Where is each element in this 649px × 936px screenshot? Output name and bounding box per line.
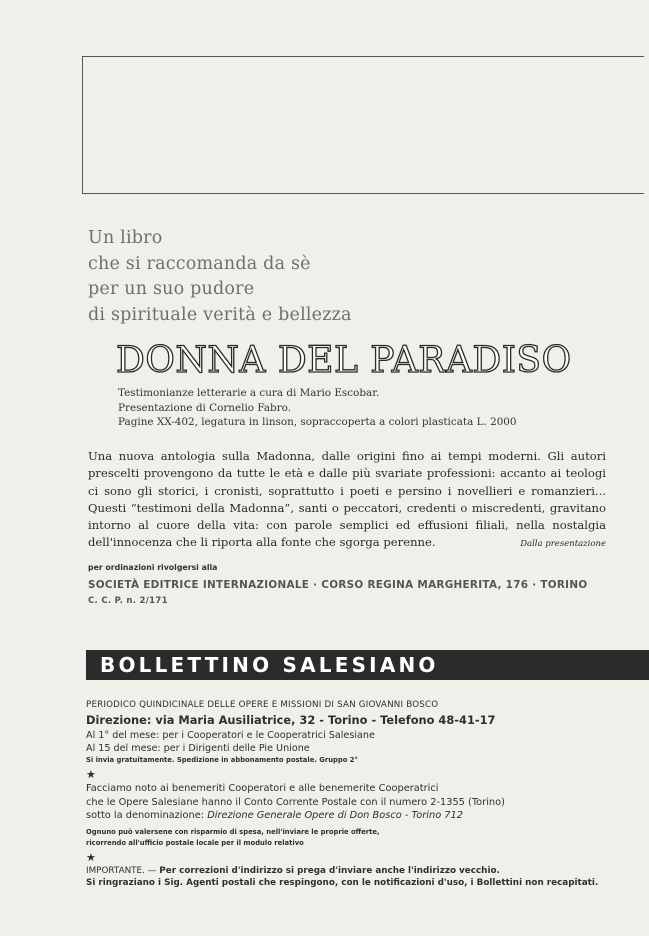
bulletin-title: BOLLETTINO SALESIANO [100, 653, 439, 677]
postal-account: C. C. P. n. 2/171 [88, 596, 168, 606]
account-name: Direzione Generale Opere di Don Bosco - Torino 712 [207, 810, 464, 822]
publisher-address: SOCIETÀ EDITRICE INTERNAZIONALE · CORSO REGINA MARGHERITA, 176 · TORINO [88, 579, 588, 591]
tagline [88, 226, 352, 328]
important-note: Si ringraziano i Sig. Agenti postali che respingono, con le notificazioni d'uso, i Bollettini non recapitati. [86, 878, 599, 889]
tagline-line: di spirituale verità e bellezza [88, 304, 352, 325]
bulletin-banner [86, 650, 649, 680]
book-meta [118, 386, 517, 430]
schedule-line: Al 1° del mese: per i Cooperatori e le Cooperatrici Salesiane [86, 730, 375, 741]
frame-box [82, 56, 644, 194]
book-presentation: Presentazione di Cornelio Fabro. [118, 401, 292, 414]
notice-prefix: sotto la denominazione: [86, 810, 205, 822]
tagline-line: Un libro [88, 228, 163, 248]
notice-line [86, 809, 626, 823]
book-editor: Testimonianze letterarie a cura di Mario Escobar. [118, 387, 380, 399]
important-line [86, 865, 626, 878]
free-shipping-line: Si invia gratuitamente. Spedizione in abbonamento postale. Gruppo 2° [86, 756, 358, 764]
book-title: DONNA DEL PARADISO [116, 340, 572, 381]
book-specs: Pagine XX-402, legatura in linson, sopraccoperta a colori plasticata L. 2000 [118, 416, 517, 428]
periodical-description: PERIODICO QUINDICINALE DELLE OPERE E MISSIONI DI SAN GIOVANNI BOSCO [86, 700, 439, 710]
star-icon: ★ [86, 850, 96, 864]
description-text: Una nuova antologia sulla Madonna, dalle origini fino ai tempi moderni. Gli autori prescelti provengono da tutte le età e dalle più svariate professioni: accanto ai teologi ci sono gli storici, i cronisti, soprattutto i poeti e persino i novellieri e romanzieri... Questi “testimoni della Madonna”, santi o peccatori, credenti o miscredenti, gravitano intorno al cuore della vita: con parole semplici ed effusioni filiali, nella nostalgia dell'innocenza che li riporta alla fonte che sgorga perenne. [88, 449, 606, 550]
tagline-line: per un suo pudore [88, 279, 255, 299]
description-attribution: Dalla presentazione [520, 539, 606, 550]
small-note: ricorrendo all'ufficio postale locale per il modulo relativo [86, 838, 304, 847]
tagline-line: che si raccomanda da sè [88, 253, 311, 274]
bulletin-info [86, 700, 626, 890]
small-note: Ognuno può valersene con risparmio di spesa, nell'inviare le proprie offerte, [86, 827, 380, 836]
notice-line: Facciamo noto ai benemeriti Cooperatori e alle benemerite Cooperatrici [86, 783, 439, 794]
star-icon: ★ [86, 768, 96, 781]
book-description [88, 448, 606, 554]
important-text: Per correzioni d'indirizzo si prega d'inviare anche l'indirizzo vecchio. [159, 865, 500, 876]
direction-address: Direzione: via Maria Ausiliatrice, 32 - Torino - Telefono 48-41-17 [86, 713, 496, 727]
schedule-line: Al 15 del mese: per i Dirigenti delle Pie Unione [86, 743, 310, 754]
important-label: IMPORTANTE. — [86, 865, 157, 876]
notice-line: che le Opere Salesiane hanno il Conto Corrente Postale con il numero 2-1355 (Torino) [86, 796, 505, 808]
orders-label: per ordinazioni rivolgersi alla [88, 563, 218, 572]
